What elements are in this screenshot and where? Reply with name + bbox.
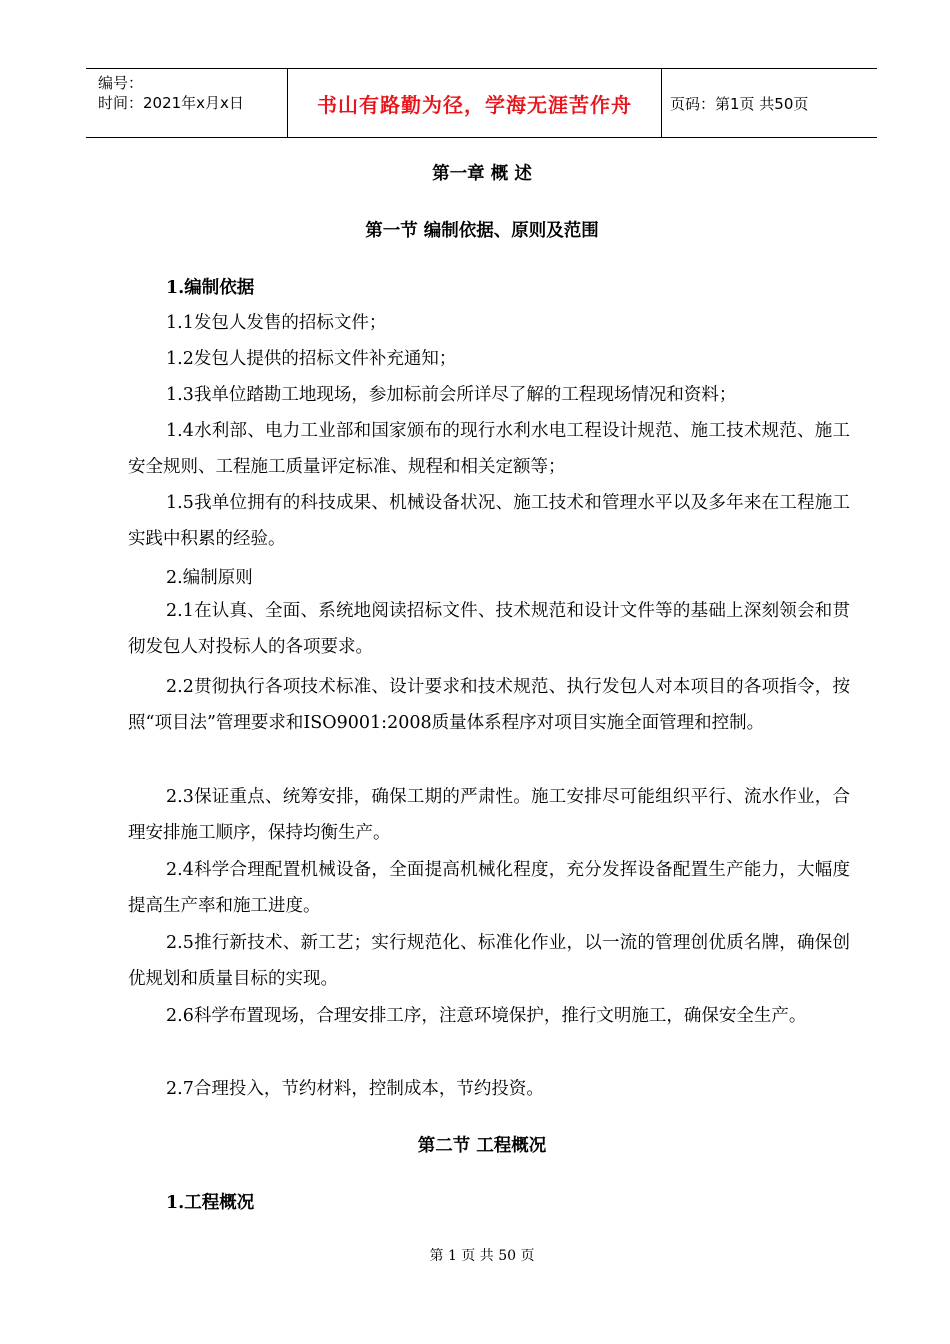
page-header (86, 68, 877, 138)
basis-heading: 1.编制依据 (166, 278, 255, 298)
basis-item: 1.1发包人发售的招标文件； (166, 313, 387, 333)
basis-item: 1.4水利部、电力工业部和国家颁布的现行水利水电工程设计规范、施工技术规范、施工安全规则、工程施工质量评定标准、规程和相关定额等； (128, 421, 850, 477)
principle-item: 2.5推行新技术、新工艺；实行规范化、标准化作业，以一流的管理创优质名牌，确保创优规划和质量目标的实现。 (128, 933, 850, 989)
principle-item: 2.1在认真、全面、系统地阅读招标文件、技术规范和设计文件等的基础上深刻领会和贯彻发包人对投标人的各项要求。 (128, 601, 850, 657)
header-meta (86, 69, 288, 137)
principle-item: 2.4科学合理配置机械设备，全面提高机械化程度，充分发挥设备配置生产能力，大幅度提高生产率和施工进度。 (128, 860, 850, 916)
header-page-info: 页码：第1页 共50页 (670, 94, 809, 113)
principle-heading: 2.编制原则 (166, 568, 253, 588)
principle-item: 2.7合理投入，节约材料，控制成本，节约投资。 (166, 1079, 544, 1099)
overview-heading: 1.工程概况 (166, 1193, 255, 1213)
principle-item: 2.6科学布置现场，合理安排工序，注意环境保护，推行文明施工，确保安全生产。 (166, 1006, 807, 1026)
chapter-title: 第一章 概 述 (432, 164, 532, 184)
principle-item: 2.2贯彻执行各项技术标准、设计要求和技术规范、执行发包人对本项目的各项指令，按照“项目法”管理要求和ISO9001:2008质量体系程序对项目实施全面管理和控制。 (128, 677, 850, 733)
basis-item: 1.5我单位拥有的科技成果、机械设备状况、施工技术和管理水平以及多年来在工程施工实践中积累的经验。 (128, 493, 850, 549)
number-label: 编号： (98, 74, 144, 92)
section-title: 第二节 工程概况 (417, 1136, 547, 1156)
time-label: 时间：2021年x月x日 (98, 94, 244, 112)
basis-item: 1.3我单位踏勘工地现场，参加标前会所详尽了解的工程现场情况和资料； (166, 385, 737, 405)
header-motto: 书山有路勤为径，学海无涯苦作舟 (288, 69, 662, 137)
page-footer: 第 1 页 共 50 页 (429, 1248, 535, 1264)
principle-item: 2.3保证重点、统筹安排，确保工期的严肃性。施工安排尽可能组织平行、流水作业，合理安排施工顺序，保持均衡生产。 (128, 787, 850, 843)
basis-item: 1.2发包人提供的招标文件补充通知； (166, 349, 457, 369)
section-title: 第一节 编制依据、原则及范围 (365, 221, 599, 241)
